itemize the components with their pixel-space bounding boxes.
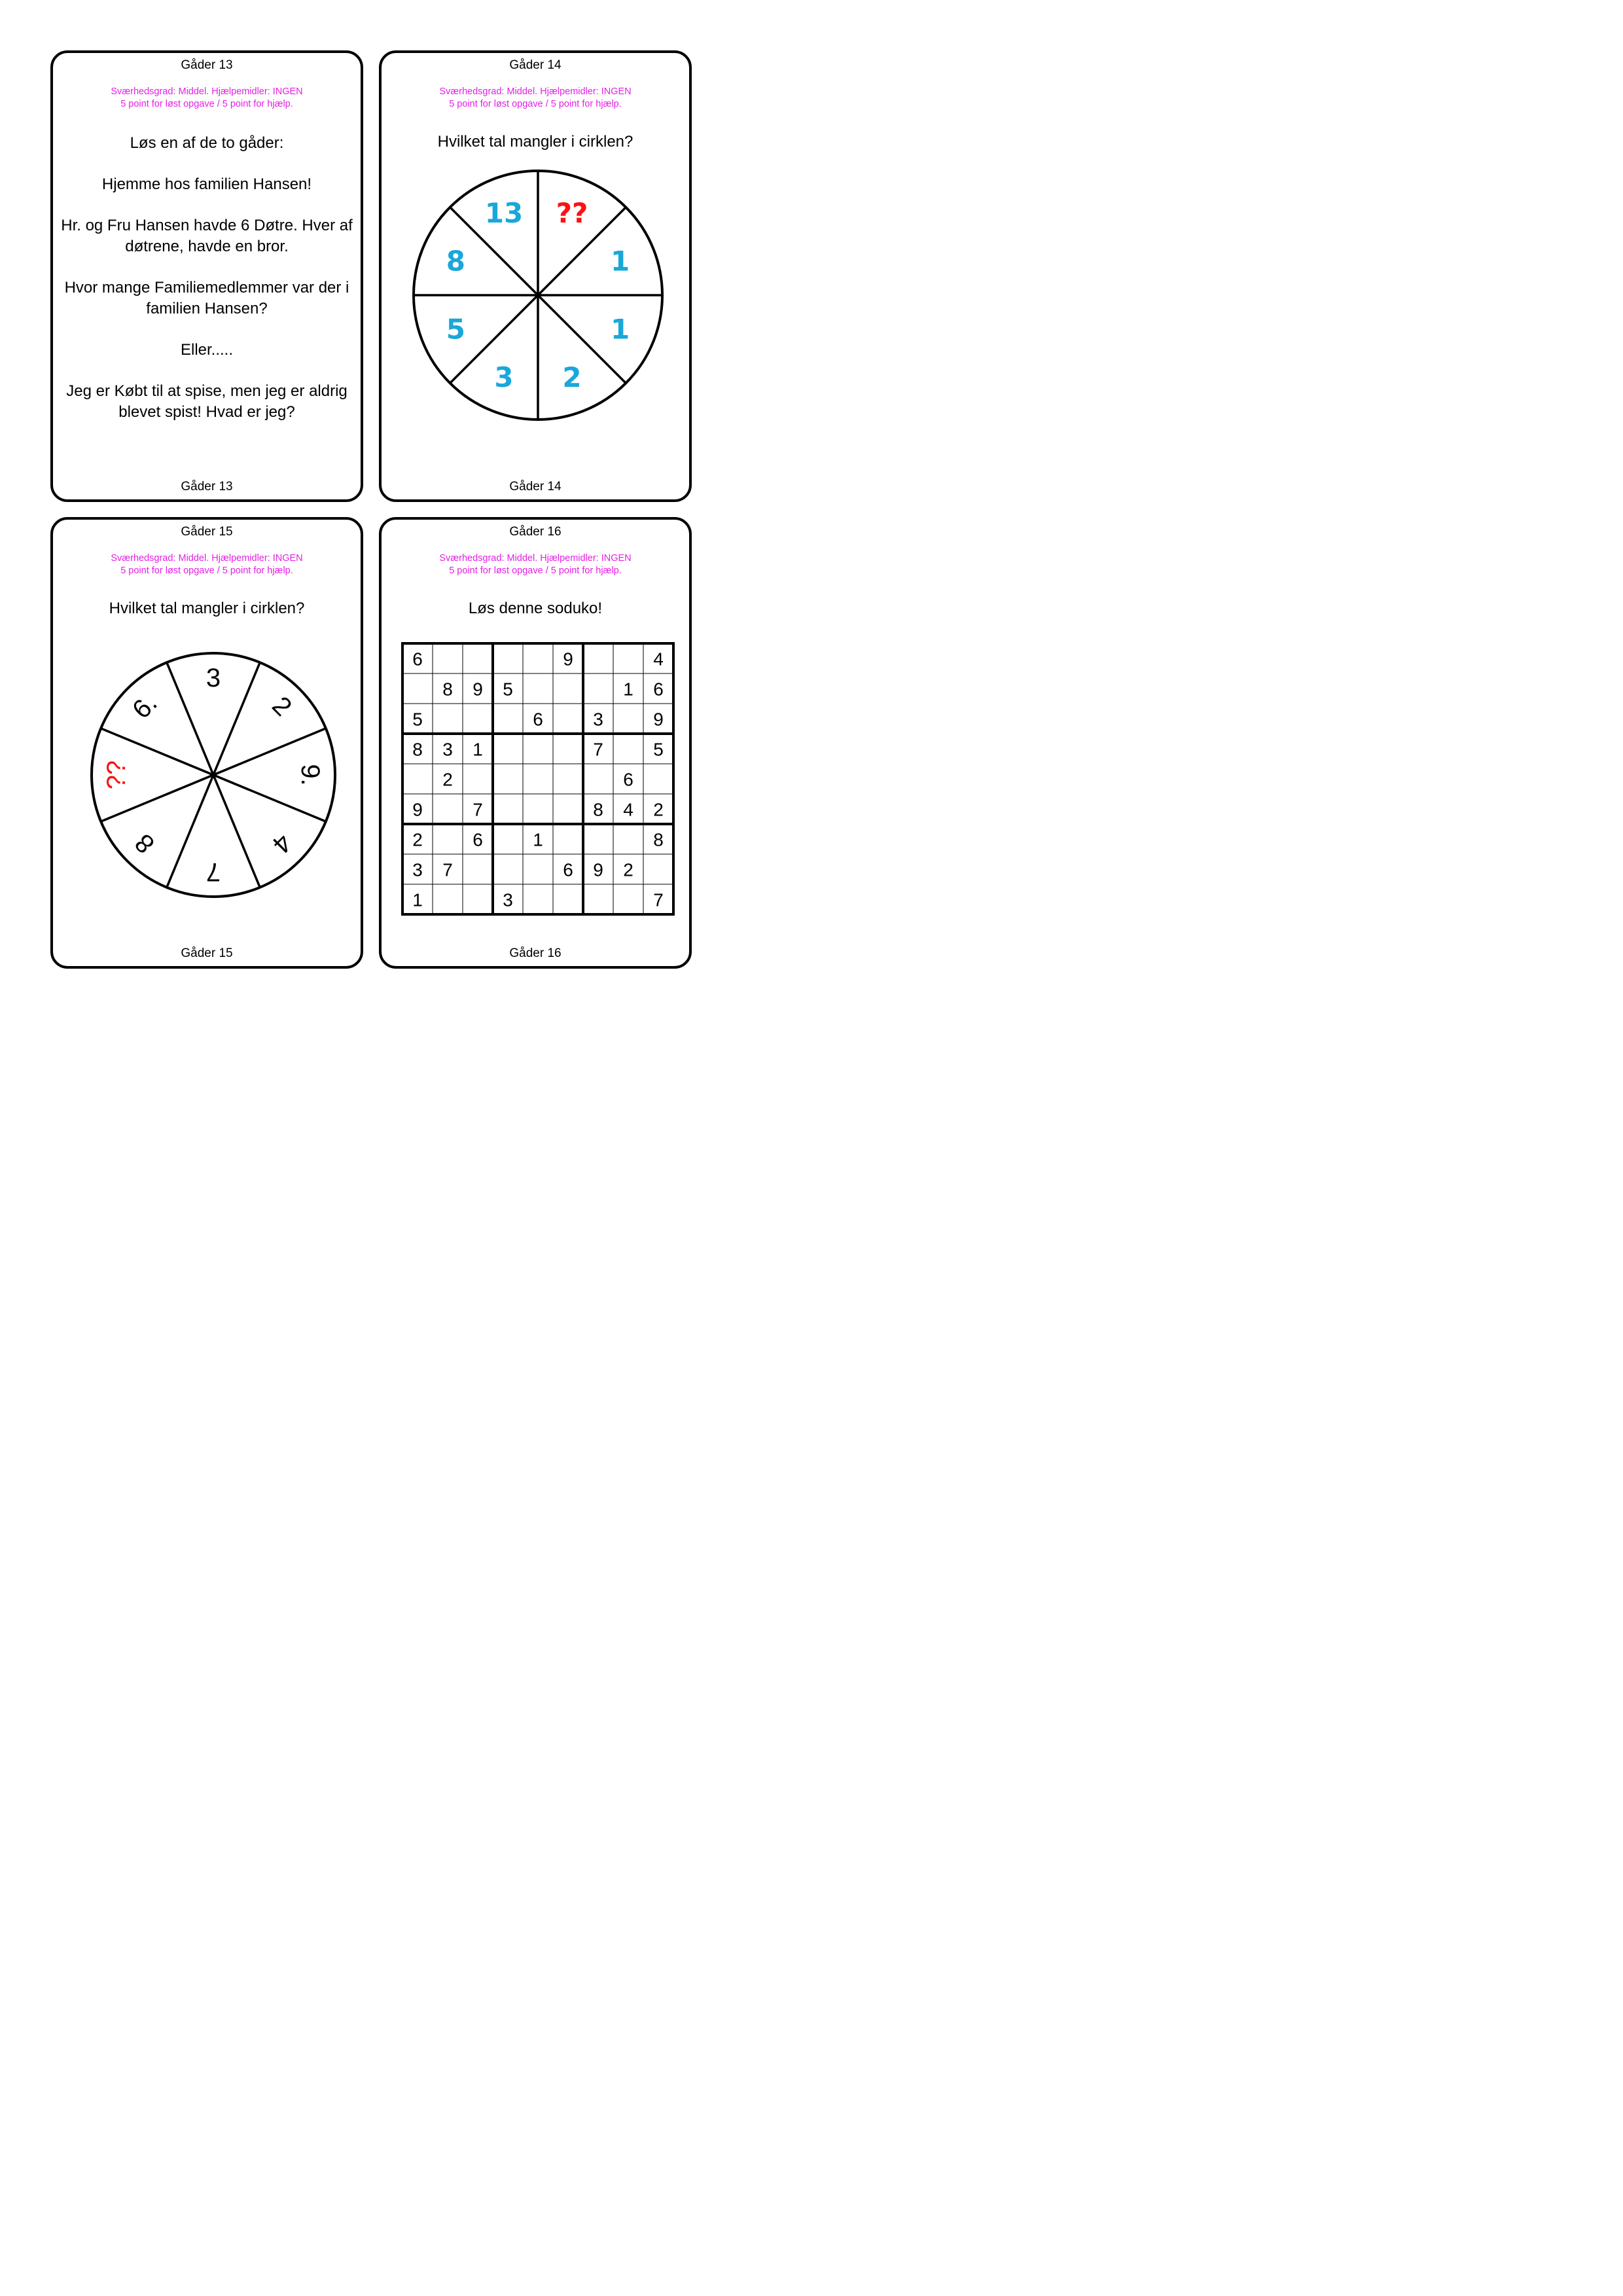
sudoku-given-digit: 2 bbox=[442, 769, 453, 790]
difficulty-line: Sværhedsgrad: Middel. Hjælpemidler: INGEN bbox=[439, 86, 632, 97]
sudoku-given-digit: 7 bbox=[473, 799, 483, 820]
sudoku-given-digit: 9 bbox=[412, 799, 423, 820]
card-footer: Gåder 13 bbox=[181, 480, 233, 493]
missing-number-mark: ?? bbox=[556, 196, 588, 229]
wheel-number: 8 bbox=[129, 828, 160, 859]
sudoku-given-digit: 9 bbox=[473, 679, 483, 700]
wheel-number: 5 bbox=[446, 313, 465, 346]
sudoku-given-digit: 1 bbox=[412, 889, 423, 910]
wheel-number: 2 bbox=[562, 361, 582, 394]
sudoku-given-digit: 4 bbox=[623, 799, 633, 820]
sudoku-given-digit: 6 bbox=[623, 769, 633, 790]
difficulty-info bbox=[382, 86, 689, 111]
sudoku-given-digit: 9 bbox=[563, 649, 573, 670]
wheel-number: 2 bbox=[266, 691, 298, 722]
wheel-number: 13 bbox=[484, 196, 524, 229]
card-title: Gåder 15 bbox=[181, 525, 233, 539]
riddle-card-16 bbox=[379, 517, 692, 969]
card-footer: Gåder 14 bbox=[509, 480, 562, 493]
sudoku-given-digit: 6 bbox=[653, 679, 664, 700]
points-line: 5 point for løst opgave / 5 point for hjælp. bbox=[120, 565, 293, 576]
sudoku-given-digit: 3 bbox=[442, 739, 453, 760]
sudoku-given-digit: 8 bbox=[593, 799, 603, 820]
sudoku-given-digit: 7 bbox=[653, 889, 664, 910]
points-line: 5 point for løst opgave / 5 point for hjælp. bbox=[449, 565, 622, 576]
sudoku-given-digit: 6 bbox=[473, 829, 483, 850]
wheel-number: 6. bbox=[126, 688, 163, 725]
riddle-card-13 bbox=[50, 50, 363, 502]
riddle-statement: Hr. og Fru Hansen havde 6 Døtre. Hver af døtrene, havde en bror. bbox=[61, 217, 353, 255]
sudoku-given-digit: 3 bbox=[593, 709, 603, 730]
card-title: Gåder 13 bbox=[181, 58, 233, 72]
riddle-card-14 bbox=[379, 50, 692, 502]
sudoku-given-digit: 7 bbox=[593, 739, 603, 760]
difficulty-info bbox=[53, 86, 361, 111]
riddle-heading: Hjemme hos familien Hansen! bbox=[101, 175, 312, 193]
wheel-number: 1 bbox=[611, 313, 630, 346]
points-line: 5 point for løst opgave / 5 point for hjælp. bbox=[120, 99, 293, 109]
puzzle-question: Hvilket tal mangler i cirklen? bbox=[437, 133, 633, 151]
wheel-number: 9. bbox=[296, 764, 325, 786]
wheel-number: 7 bbox=[205, 857, 221, 886]
sudoku-given-digit: 6 bbox=[412, 649, 423, 670]
wheel-number: 8 bbox=[446, 245, 465, 278]
sudoku-given-digit: 1 bbox=[623, 679, 633, 700]
sudoku-given-digit: 7 bbox=[442, 859, 453, 880]
puzzle-question: Hvilket tal mangler i cirklen? bbox=[109, 600, 305, 617]
sudoku-given-digit: 2 bbox=[623, 859, 633, 880]
wheel-number: 1 bbox=[611, 245, 630, 278]
sudoku-given-digit: 5 bbox=[653, 739, 664, 760]
sudoku-given-digit: 3 bbox=[412, 859, 423, 880]
sudoku-given-digit: 4 bbox=[653, 649, 664, 670]
card-title: Gåder 16 bbox=[509, 525, 562, 539]
sudoku-given-digit: 9 bbox=[653, 709, 664, 730]
puzzle-question: Løs denne soduko! bbox=[468, 600, 603, 617]
sudoku-given-digit: 8 bbox=[442, 679, 453, 700]
difficulty-line: Sværhedsgrad: Middel. Hjælpemidler: INGEN bbox=[439, 553, 632, 564]
sudoku-given-digit: 8 bbox=[653, 829, 664, 850]
wheel-number: 4 bbox=[266, 828, 298, 859]
sudoku-given-digit: 6 bbox=[563, 859, 573, 880]
riddle-text bbox=[60, 133, 354, 443]
card-footer: Gåder 16 bbox=[509, 946, 562, 960]
riddle-card-15 bbox=[50, 517, 363, 969]
riddle-alternative: Jeg er Købt til at spise, men jeg er aldrig blevet spist! Hvad er jeg? bbox=[66, 382, 348, 421]
number-wheel bbox=[409, 168, 667, 423]
wheel-number: 3 bbox=[494, 361, 514, 394]
card-footer: Gåder 15 bbox=[181, 946, 233, 960]
riddle-question: Hvor mange Familiemedlemmer var der i familien Hansen? bbox=[64, 279, 349, 317]
sudoku-given-digit: 1 bbox=[533, 829, 543, 850]
wheel-number: 3 bbox=[205, 664, 221, 692]
difficulty-info bbox=[382, 552, 689, 577]
points-line: 5 point for løst opgave / 5 point for hjælp. bbox=[449, 99, 622, 109]
riddle-intro: Løs en af de to gåder: bbox=[130, 134, 284, 152]
sudoku-given-digit: 2 bbox=[653, 799, 664, 820]
sudoku-grid bbox=[401, 641, 675, 916]
sudoku-given-digit: 8 bbox=[412, 739, 423, 760]
riddle-or: Eller..... bbox=[180, 341, 234, 359]
card-title: Gåder 14 bbox=[509, 58, 562, 72]
sudoku-given-digit: 6 bbox=[533, 709, 543, 730]
sudoku-given-digit: 3 bbox=[503, 889, 513, 910]
difficulty-line: Sværhedsgrad: Middel. Hjælpemidler: INGEN bbox=[111, 553, 303, 564]
number-wheel bbox=[87, 651, 340, 902]
missing-number-mark: ?? bbox=[102, 760, 131, 790]
sudoku-given-digit: 1 bbox=[473, 739, 483, 760]
sudoku-given-digit: 2 bbox=[412, 829, 423, 850]
difficulty-line: Sværhedsgrad: Middel. Hjælpemidler: INGEN bbox=[111, 86, 303, 97]
sudoku-given-digit: 9 bbox=[593, 859, 603, 880]
difficulty-info bbox=[53, 552, 361, 577]
sudoku-given-digit: 5 bbox=[412, 709, 423, 730]
sudoku-given-digit: 5 bbox=[503, 679, 513, 700]
